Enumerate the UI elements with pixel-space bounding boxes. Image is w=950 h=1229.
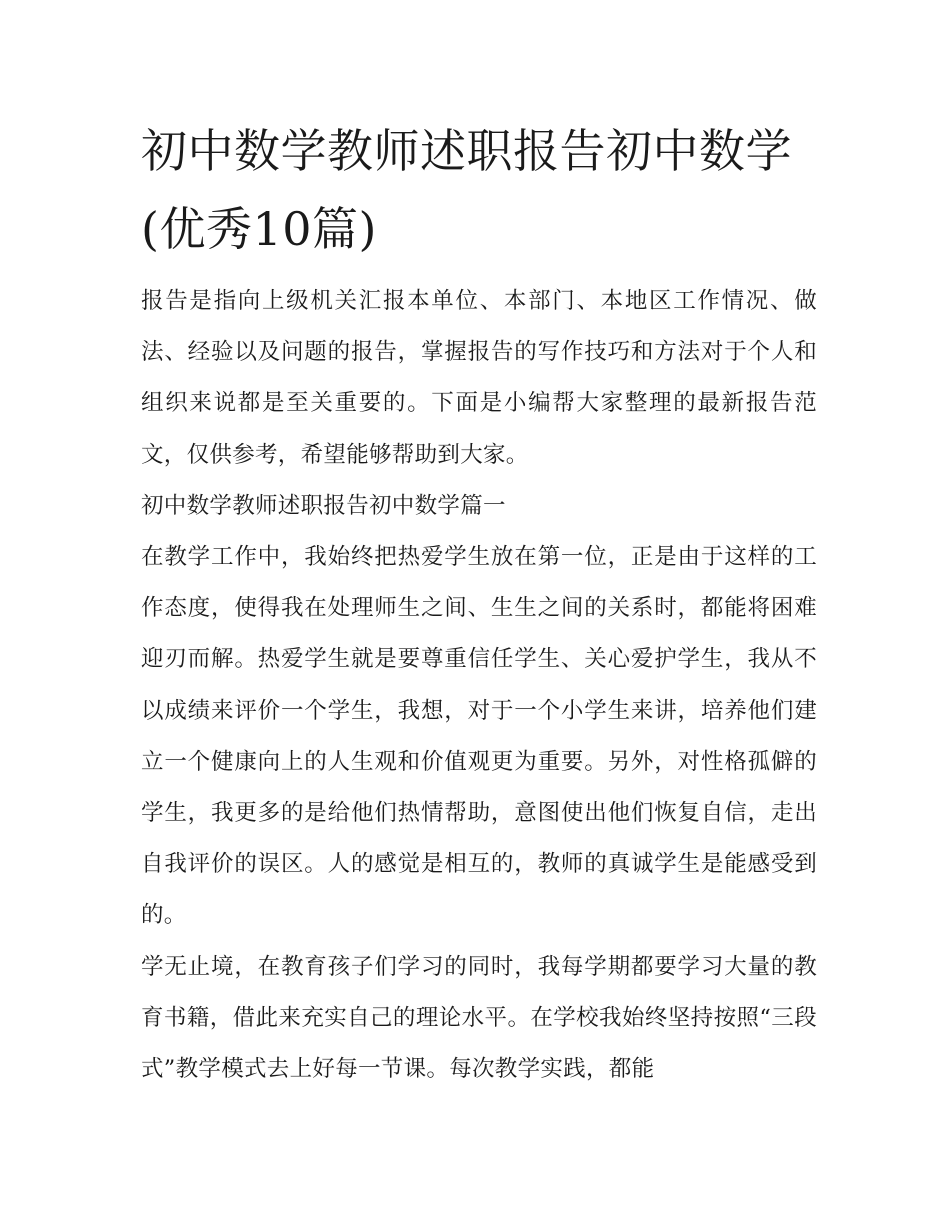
body-paragraph: 学无止境，在教育孩子们学习的同时，我每学期都要学习大量的教育书籍，借此来充实自己的理论水平。在学校我始终坚持按照“三段式”教学模式去上好每一节课。每次教学实践，都能 xyxy=(141,953,817,1083)
document-title: 初中数学教师述职报告初中数学(优秀10篇) xyxy=(141,124,792,256)
intro-paragraph: 报告是指向上级机关汇报本单位、本部门、本地区工作情况、做法、经验以及问题的报告，掌握报告的写作技巧和方法对于个人和组织来说都是至关重要的。下面是小编帮大家整理的最新报告范文，仅供参考，希望能够帮助到大家。 xyxy=(141,288,817,468)
section-heading: 初中数学教师述职报告初中数学篇一 xyxy=(141,492,506,519)
document-body xyxy=(141,276,817,1095)
body-paragraph: 在教学工作中，我始终把热爱学生放在第一位，正是由于这样的工作态度，使得我在处理师生之间、生生之间的关系时，都能将困难迎刃而解。热爱学生就是要尊重信任学生、关心爱护学生，我从不以成绩来评价一个学生，我想，对于一个小学生来讲，培养他们建立一个健康向上的人生观和价值观更为重要。另外，对性格孤僻的学生，我更多的是给他们热情帮助，意图使出他们恢复自信，走出自我评价的误区。人的感觉是相互的，教师的真诚学生是能感受到的。 xyxy=(141,544,817,929)
